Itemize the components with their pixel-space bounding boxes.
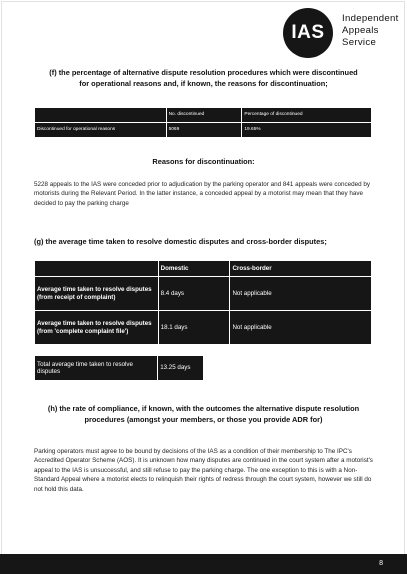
section-h-heading-line-2: procedures (amongst your members, or those you provide ADR for) — [84, 415, 323, 424]
logo-mark: IAS — [283, 8, 333, 58]
page-number: 8 — [379, 560, 383, 567]
logo-wordmark — [342, 13, 399, 49]
table-cell-label: Discontinued for operational reasons — [35, 123, 167, 138]
table-header-cell — [35, 108, 167, 123]
logo-line-1: Independent — [342, 13, 399, 24]
table-row-label: Average time taken to resolve disputes (from receipt of complaint) — [35, 277, 159, 311]
logo-line-3: Service — [342, 37, 377, 48]
table-row — [35, 123, 372, 138]
table-cell: 19.65% — [242, 123, 372, 138]
total-label: Total average time taken to resolve disputes — [35, 356, 158, 381]
table-header-row — [35, 108, 372, 123]
section-g-heading: (g) the average time taken to resolve domestic disputes and cross-border disputes; — [34, 237, 327, 246]
section-f-heading-line-2: for operational reasons and, if known, the reasons for discontinuation; — [79, 79, 328, 88]
logo-line-2: Appeals — [342, 25, 379, 36]
table-row-label: Average time taken to resolve disputes (from 'complete complaint file') — [35, 311, 159, 345]
resolution-time-table — [34, 260, 372, 345]
table-header-cell: Percentage of discontinued — [242, 108, 372, 123]
total-time-table — [34, 355, 204, 381]
table-row — [35, 311, 372, 345]
section-f-heading — [20, 67, 387, 89]
page-footer — [0, 554, 407, 574]
section-h-heading — [20, 403, 387, 425]
table-cell: Not applicable — [230, 311, 372, 345]
table-cell: 18.1 days — [158, 311, 230, 345]
table-row — [35, 277, 372, 311]
table-header-cell: No. discontinued — [166, 108, 242, 123]
reasons-paragraph: 5228 appeals to the IAS were conceded prior to adjudication by the parking operator and 841 appeals were conceded by motorists during the Relevant Period. In the latter instance, a conceded appeal by a motorist may mean that they have decided to pay the parking charge — [34, 181, 371, 207]
total-value: 13.25 days — [158, 356, 204, 381]
table-header-row — [35, 261, 372, 277]
table-header-cell — [35, 261, 159, 277]
table-header-cell: Cross-border — [230, 261, 372, 277]
table-row — [35, 356, 204, 381]
table-cell: 8.4 days — [158, 277, 230, 311]
section-f-heading-line-1: (f) the percentage of alternative dispute resolution procedures which were discontinued — [49, 68, 358, 77]
reasons-heading: Reasons for discontinuation: — [152, 157, 255, 166]
compliance-paragraph: Parking operators must agree to be bound by decisions of the IAS as a condition of their membership to The IPC's Accredited Operator Scheme (AOS). It is unknown how many disputes are continued in the court system after a motorist's appeal to the IAS is unsuccessful, and still refuse to pay the parking charge. The one exception to this is with a Non-Standard Appeal where a motorist elects to relinquish their rights of redress through the court system, however we still do not hold this data. — [34, 448, 373, 493]
section-h-heading-line-1: (h) the rate of compliance, if known, with the outcomes the alternative dispute resolution — [47, 404, 360, 413]
table-header-cell: Domestic — [158, 261, 230, 277]
table-cell: 5069 — [166, 123, 242, 138]
discontinued-table — [34, 107, 372, 138]
table-cell: Not applicable — [230, 277, 372, 311]
